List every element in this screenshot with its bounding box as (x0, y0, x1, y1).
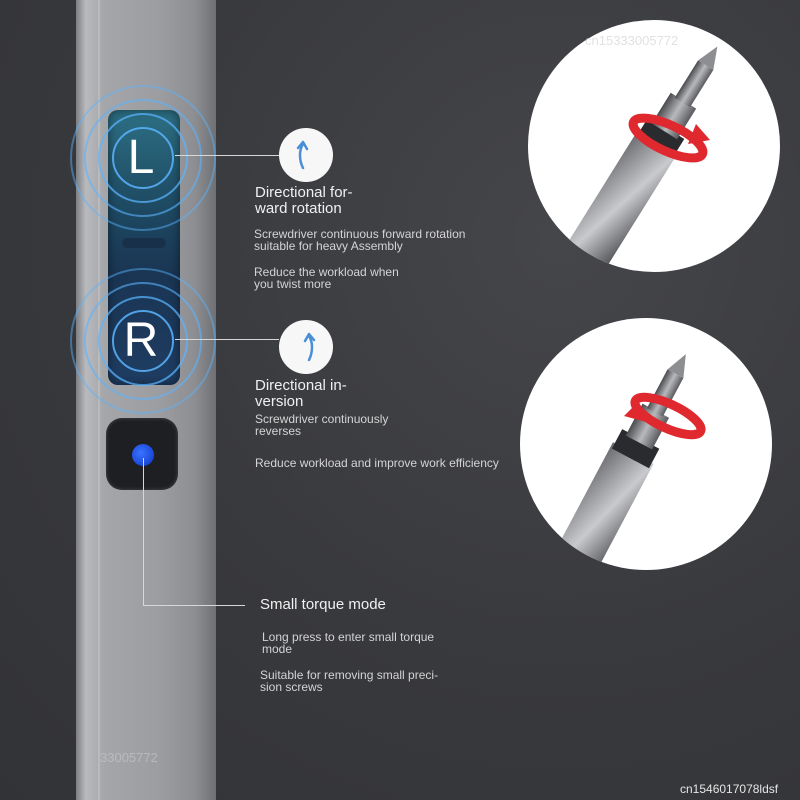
watermark-bottom: 33005772 (100, 750, 158, 765)
forward-rotation-photo (528, 20, 780, 272)
left-letter: L (127, 130, 155, 184)
torque-desc-2: Suitable for removing small preci- sion screws (260, 668, 439, 694)
connector-forward (175, 155, 279, 156)
forward-title: Directional for- ward rotation (255, 184, 353, 217)
reverse-title: Directional in- version (255, 377, 347, 410)
reverse-rotation-photo (520, 318, 772, 570)
forward-arrow-badge (279, 128, 333, 182)
torque-desc-1: Long press to enter small torque mode (262, 630, 435, 656)
connector-reverse (175, 339, 279, 340)
torque-title: Small torque mode (260, 596, 386, 613)
reverse-desc-1: Screwdriver continuously reverses (255, 412, 389, 438)
product-code-label: cn1546017078ldsf (680, 782, 779, 796)
reverse-desc-2: Reduce workload and improve work efficiency (255, 456, 499, 470)
curved-arrow-up-icon (291, 138, 321, 172)
curved-arrow-up-icon (291, 330, 321, 364)
switch-slot (122, 238, 166, 248)
forward-desc-2: Reduce the workload when you twist more (254, 265, 399, 291)
connector-torque-horizontal (143, 605, 245, 606)
reverse-arrow-badge (279, 320, 333, 374)
connector-torque-vertical (143, 458, 144, 606)
right-letter: R (123, 313, 159, 367)
forward-desc-1: Screwdriver continuous forward rotation suitable for heavy Assembly (254, 227, 466, 253)
watermark-top: cn15333005772 (585, 33, 679, 48)
